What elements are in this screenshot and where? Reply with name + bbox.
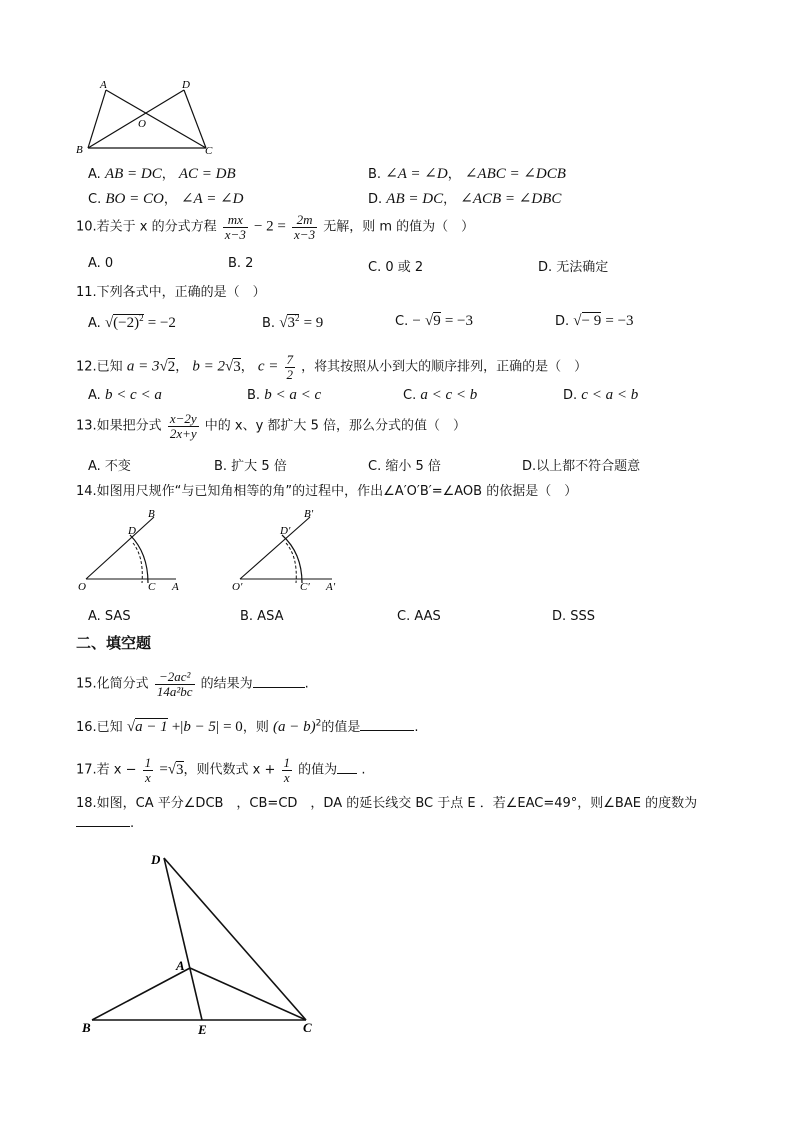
- q13-option-c: C. 缩小 5 倍: [368, 459, 441, 474]
- q13-fraction: $\frac{x-2y}{2x+y}$: [169, 411, 197, 441]
- q13-option-d: D.以上都不符合题意: [522, 459, 641, 474]
- q12-stem: 12.已知 a = 3√2， b = 2√3， c = $\frac{7}{2}$ ，将其按照从小到大的顺序排列，正确的是（ ）: [76, 352, 588, 382]
- q10-stem: 10.若关于 x 的分式方程 $\frac{mx}{x-3}$ − 2 = $\frac{2m}{x-3}$ 无解，则 m 的值为（ ）: [76, 212, 475, 242]
- q11-option-b: B. $√3^2 = 9$: [262, 313, 324, 331]
- q14-stem: 14.如图用尺规作“与已知角相等的角”的过程中，作出∠A′O′B′=∠AOB 的依据是（ ）: [76, 484, 578, 499]
- fig1-label-D: D: [128, 525, 136, 537]
- fig1-label-B: B: [148, 508, 155, 520]
- q18-label-A: A: [176, 958, 185, 973]
- q18-stem: 18.如图，CA 平分∠DCB ，CB=CD ，DA 的延长线交 BC 于点 E ．若∠EAC=49°，则∠BAE 的度数为: [76, 796, 698, 811]
- fig1-label-O: O: [78, 581, 86, 593]
- q18-label-C: C: [303, 1020, 312, 1035]
- q9-option-a: A. AB = DC， AC = DB: [88, 166, 236, 182]
- q12-option-b: B. b < a < c: [247, 387, 322, 403]
- q11-stem: 11.下列各式中，正确的是（ ）: [76, 285, 266, 300]
- q18-label-D: D: [151, 852, 161, 867]
- q17-stem: 17.若 x − $\frac{1}{x}$ =√3，则代数式 x + $\frac{1}{x}$ 的值为 .: [76, 755, 366, 785]
- q14-option-a: A. SAS: [88, 609, 131, 624]
- q14-figure-original-angle: [76, 505, 196, 597]
- q18-label-B: B: [82, 1020, 91, 1035]
- q15-fraction: $\frac{\text{−2ac²}}{\text{14a²bc}}$: [156, 669, 193, 699]
- fig2-label-C: C′: [300, 581, 310, 593]
- q14-figure-constructed-angle: [230, 505, 350, 597]
- q14-option-c: C. AAS: [397, 609, 441, 624]
- q16-stem: 16.已知 √a − 1 +|b − 5| = 0，则 $(a - b)^2$的值是 .: [76, 718, 419, 735]
- q11-option-c: C. − √9 = −3: [395, 313, 474, 329]
- q12-option-d: D. c < a < b: [563, 387, 639, 403]
- q15-stem: 15.化简分式 $\frac{\text{−2ac²}}{\text{14a²bc}}$ 的结果为 .: [76, 669, 309, 699]
- q14-option-b: B. ASA: [240, 609, 284, 624]
- q17-answer-blank[interactable]: [337, 773, 357, 774]
- q14-option-d: D. SSS: [552, 609, 596, 624]
- q10-fraction-1: $\frac{mx}{x-3}$: [224, 212, 246, 242]
- q18-figure-triangle: [80, 848, 330, 1043]
- q11-option-d: D. √− 9 = −3: [555, 313, 634, 329]
- fig2-label-A: A′: [326, 581, 336, 593]
- q10-option-d: D. 无法确定: [538, 260, 609, 275]
- q9-option-d: D. AB = DC， ∠ACB = ∠DBC: [368, 191, 562, 207]
- q13-option-a: A. 不变: [88, 459, 131, 474]
- fig2-label-D: D′: [280, 525, 291, 537]
- q10-option-b: B. 2: [228, 256, 254, 271]
- q12-option-c: C. a < c < b: [403, 387, 478, 403]
- q18-answer-line: .: [76, 816, 134, 831]
- q18-answer-blank[interactable]: [76, 826, 130, 827]
- q15-answer-blank[interactable]: [253, 687, 305, 688]
- label-D: D: [182, 79, 190, 91]
- q9-option-c: C. BO = CO， ∠A = ∠D: [88, 191, 244, 207]
- q10-fraction-2: $\frac{2m}{x-3}$: [294, 212, 316, 242]
- q13-option-b: B. 扩大 5 倍: [214, 459, 287, 474]
- q13-stem: 13.如果把分式 $\frac{x-2y}{2x+y}$ 中的 x、y 都扩大 5 倍，那么分式的值（ ）: [76, 411, 466, 441]
- q12-fraction: $\frac{7}{2}$: [286, 352, 294, 382]
- fig2-label-O: O′: [232, 581, 243, 593]
- q12-option-a: A. b < c < a: [88, 387, 162, 403]
- label-C: C: [205, 145, 213, 156]
- figure-abocd: [74, 76, 224, 156]
- q17-fraction-2: $\frac{1}{x}$: [283, 755, 291, 785]
- fig2-label-B: B′: [304, 508, 314, 520]
- fig1-label-C: C: [148, 581, 156, 593]
- q18-label-E: E: [198, 1022, 207, 1037]
- label-O: O: [138, 118, 146, 130]
- q10-option-c: C. 0 或 2: [368, 260, 424, 275]
- label-A: A: [100, 79, 107, 91]
- q11-option-a: A. $√(-2)^2 = -2$: [88, 313, 176, 331]
- q16-answer-blank[interactable]: [360, 730, 414, 731]
- q17-fraction-1: $\frac{1}{x}$: [144, 755, 152, 785]
- label-B: B: [76, 144, 83, 156]
- fig1-label-A: A: [172, 581, 179, 593]
- section-title-fill-in: 二、填空题: [76, 634, 152, 652]
- q9-option-b: B. ∠A = ∠D， ∠ABC = ∠DCB: [368, 166, 566, 182]
- q10-option-a: A. 0: [88, 256, 114, 271]
